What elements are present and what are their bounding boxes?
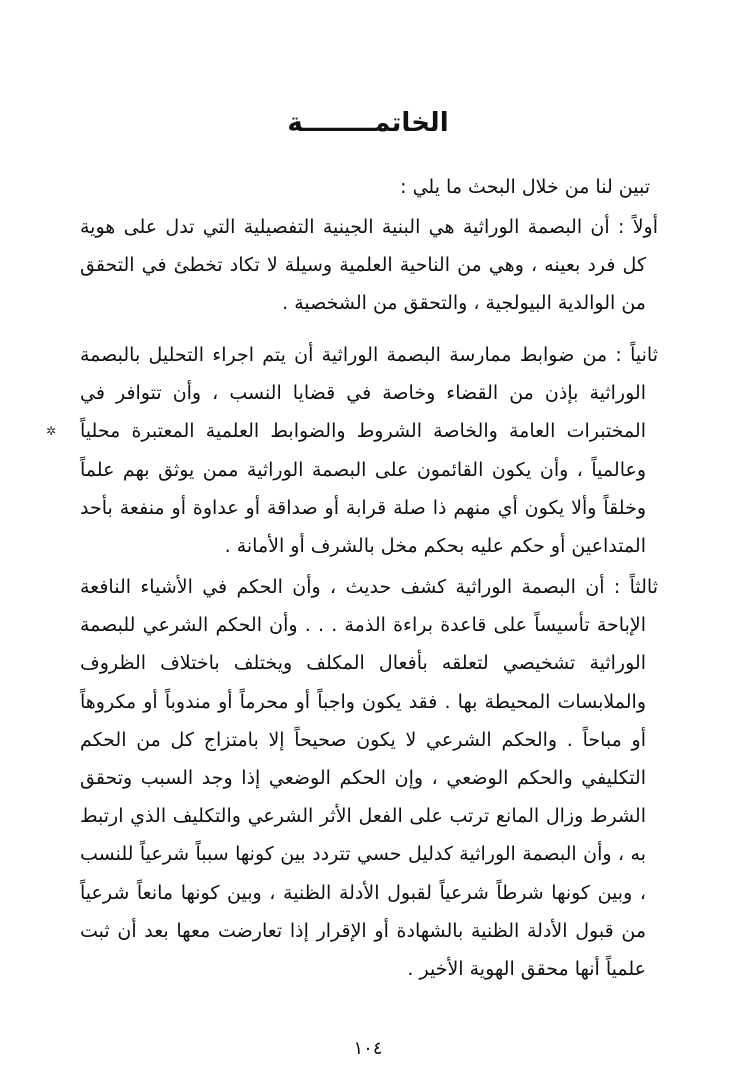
point-second <box>80 336 658 565</box>
point-second-lead-text: من ضوابط ممارسة البصمة الوراثية أن يتم اجراء التحليل بالبصمة <box>80 344 608 366</box>
page-title <box>0 108 736 138</box>
point-second-body: الوراثية بإذن من القضاء وخاصة في قضايا النسب ، وأن تتوافر في المختبرات العامة والخاصة الشروط والضوابط العلمية المعتبرة محلياً وعالمياً ، وأن يكون القائمون على البصمة الوراثية ممن يوثق بهم علماً وخلقاً وألا يكون أي منهم ذا صلة قرابة أو صداقة أو عداوة أو منفعة بأحد المتداعين أو حكم عليه بحكم مخل بالشرف أو الأمانة . <box>80 382 646 558</box>
point-first <box>80 208 658 323</box>
margin-asterisk: ✲ <box>46 424 57 438</box>
intro-line: تبين لنا من خلال البحث ما يلي : <box>400 176 650 198</box>
point-third <box>80 568 658 988</box>
point-second-label: ثانياً : <box>615 344 658 366</box>
point-third-body: الإباحة تأسيساً على قاعدة براءة الذمة . . . وأن الحكم الشرعي للبصمة الوراثية تشخيصي لتعلقه بأفعال المكلف ويختلف باختلاف الظروف والملابسات المحيطة بها . فقد يكون واجباً أو محرماً أو مندوباً أو مكروهاً أو مباحاً . والحكم الشرعي لا يكون صحيحاً إلا بامتزاج كل من الحكم التكليفي والحكم الوضعي ، وإن الحكم الوضعي إذا وجد السبب وتحقق الشرط وزال المانع ترتب على الفعل الأثر الشرعي والتكليف الذي ارتبط به ، وأن البصمة الوراثية كدليل حسي تتردد بين كونها سبباً شرعياً للنسب ، وبين كونها شرطاً شرعياً لقبول الأدلة الظنية ، وبين كونها مانعاً شرعياً من قبول الأدلة الظنية بالشهادة أو الإقرار إذا تعارضت معها بعد أن ثبت علمياً أنها محقق الهوية الأخير . <box>80 614 646 981</box>
point-third-label: ثالثاً : <box>613 576 658 598</box>
point-third-lead <box>80 568 658 606</box>
point-third-lead-text: أن البصمة الوراثية كشف حديث ، وأن الحكم في الأشياء النافعة <box>80 576 605 598</box>
point-first-body: كل فرد بعينه ، وهي من الناحية العلمية وسيلة لا تكاد تخطئ في التحقق من الوالدية البيولجية ، والتحقق من الشخصية . <box>80 254 646 315</box>
point-second-lead <box>80 336 658 374</box>
point-first-label: أولاً : <box>617 216 658 238</box>
point-first-lead <box>80 208 658 246</box>
title-text: الخاتمــــــــة <box>287 108 449 138</box>
point-first-lead-text: أن البصمة الوراثية هي البنية الجينية التفصيلية التي تدل على هوية <box>80 216 610 238</box>
page-number: ١٠٤ <box>353 1038 383 1059</box>
